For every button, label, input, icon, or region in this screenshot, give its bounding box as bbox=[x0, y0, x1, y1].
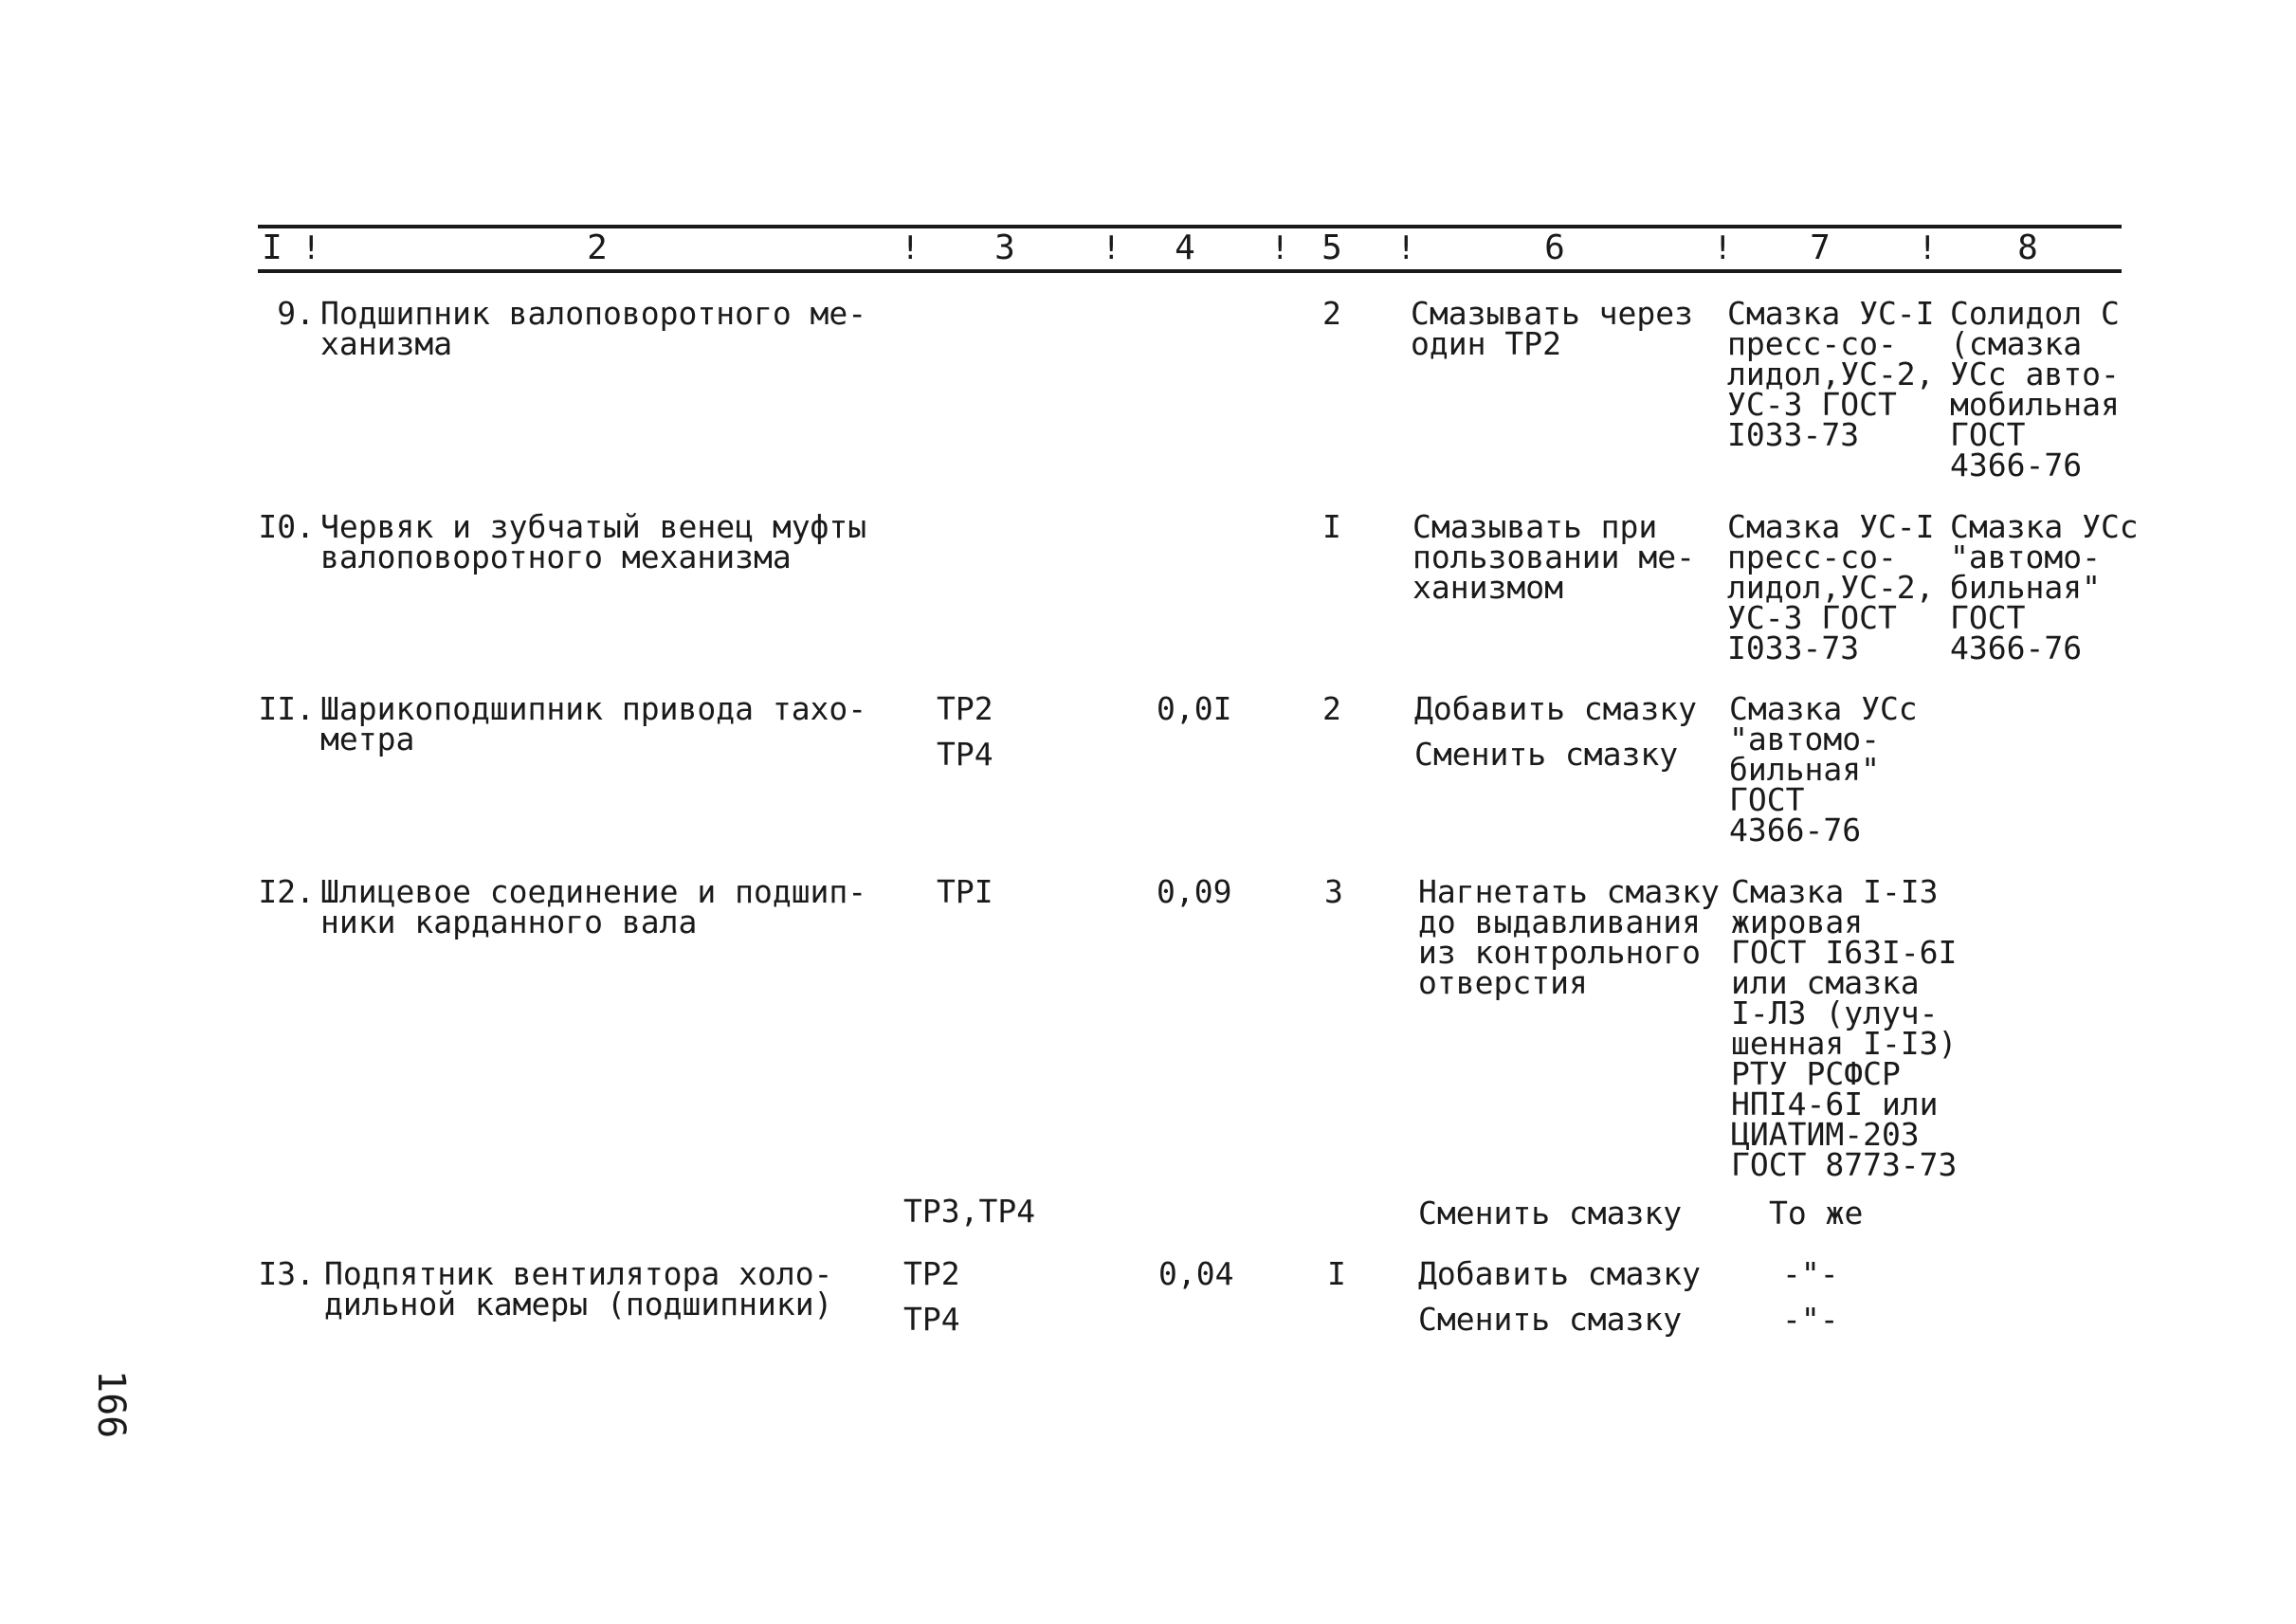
main-lubricant: То же bbox=[1769, 1195, 1864, 1232]
col-header-7: 7 bbox=[1810, 228, 1831, 267]
col-separator: ! bbox=[1270, 229, 1290, 267]
lubrication-points: 2 bbox=[1322, 690, 1341, 727]
main-lubricant: -"- bbox=[1782, 1301, 1839, 1338]
main-lubricant: Смазка I-I3 жировая ГОСТ I63I-6I или смазка I-ЛЗ (улуч- шенная I-I3) РТУ РСФСР НПI4-6I или ЦИАТИМ-203 ГОСТ 8773-73 bbox=[1731, 873, 1958, 1183]
lubricant-quantity: 0,04 bbox=[1158, 1255, 1234, 1292]
main-lubricant: Смазка УСс "автомо- бильная" ГОСТ 4366-76 bbox=[1729, 690, 1918, 848]
instructions: Добавить смазку bbox=[1414, 690, 1698, 727]
item-name: Подпятник вентилятора холо- дильной камеры (подшипники) bbox=[324, 1255, 833, 1323]
main-lubricant: -"- bbox=[1782, 1255, 1839, 1292]
col-header-6: 6 bbox=[1544, 228, 1565, 267]
instructions: Сменить смазку bbox=[1418, 1301, 1683, 1338]
col-separator: ! bbox=[1396, 229, 1416, 267]
lubrication-points: 3 bbox=[1324, 873, 1343, 910]
col-separator: ! bbox=[1918, 229, 1938, 267]
substitute-lubricant: Смазка УСс "автомо- бильная" ГОСТ 4366-76 bbox=[1950, 508, 2139, 666]
item-name: Подшипник валоповоротного ме- ханизма bbox=[320, 295, 867, 362]
maintenance-type: ТР4 bbox=[903, 1301, 960, 1338]
maintenance-type: ТР3,ТР4 bbox=[903, 1193, 1036, 1230]
col-header-2: 2 bbox=[587, 228, 608, 267]
lubrication-points: 2 bbox=[1322, 295, 1341, 332]
row-number: I0. bbox=[258, 508, 315, 545]
col-header-5: 5 bbox=[1321, 228, 1342, 267]
col-separator: ! bbox=[1102, 229, 1121, 267]
row-number: II. bbox=[258, 690, 315, 727]
item-name: Шлицевое соединение и подшип- ники карданного вала bbox=[320, 873, 867, 940]
col-separator: ! bbox=[901, 229, 920, 267]
instructions: Смазывать при пользовании ме- ханизмом bbox=[1412, 508, 1696, 606]
instructions: Нагнетать смазку до выдавливания из контрольного отверстия bbox=[1418, 873, 1720, 1001]
lubrication-points: I bbox=[1322, 508, 1341, 545]
instructions: Сменить смазку bbox=[1418, 1195, 1683, 1232]
maintenance-type: ТРI bbox=[937, 873, 993, 910]
lubrication-points: I bbox=[1327, 1255, 1346, 1292]
item-name: Шарикоподшипник привода тахо- метра bbox=[320, 690, 867, 757]
row-number: I3. bbox=[258, 1255, 315, 1292]
item-name: Червяк и зубчатый венец муфты валоповоротного механизма bbox=[320, 508, 867, 575]
lubricant-quantity: 0,09 bbox=[1157, 873, 1232, 910]
lubricant-quantity: 0,0I bbox=[1157, 690, 1232, 727]
col-header-1: I bbox=[262, 228, 282, 267]
maintenance-type: ТР4 bbox=[937, 736, 993, 773]
col-separator: ! bbox=[301, 229, 321, 267]
col-header-8: 8 bbox=[2017, 228, 2038, 267]
col-header-3: 3 bbox=[994, 228, 1015, 267]
row-number: 9. bbox=[277, 295, 315, 332]
instructions: Смазывать через один ТР2 bbox=[1411, 295, 1694, 362]
col-separator: ! bbox=[1713, 229, 1733, 267]
col-header-4: 4 bbox=[1175, 228, 1195, 267]
instructions: Добавить смазку bbox=[1418, 1255, 1702, 1292]
header-bottom-rule bbox=[258, 269, 2122, 273]
maintenance-type: ТР2 bbox=[937, 690, 993, 727]
main-lubricant: Смазка УС-I пресс-со- лидол,УС-2, УС-3 ГОСТ I033-73 bbox=[1727, 508, 1935, 666]
instructions: Сменить смазку bbox=[1414, 736, 1679, 773]
main-lubricant: Смазка УС-I пресс-со- лидол,УС-2, УС-3 ГОСТ I033-73 bbox=[1727, 295, 1935, 453]
maintenance-type: ТР2 bbox=[903, 1255, 960, 1292]
row-number: I2. bbox=[258, 873, 315, 910]
substitute-lubricant: Солидол С (смазка УСс авто- мобильная ГОСТ 4366-76 bbox=[1950, 295, 2120, 484]
page-number: 166 bbox=[89, 1370, 133, 1439]
